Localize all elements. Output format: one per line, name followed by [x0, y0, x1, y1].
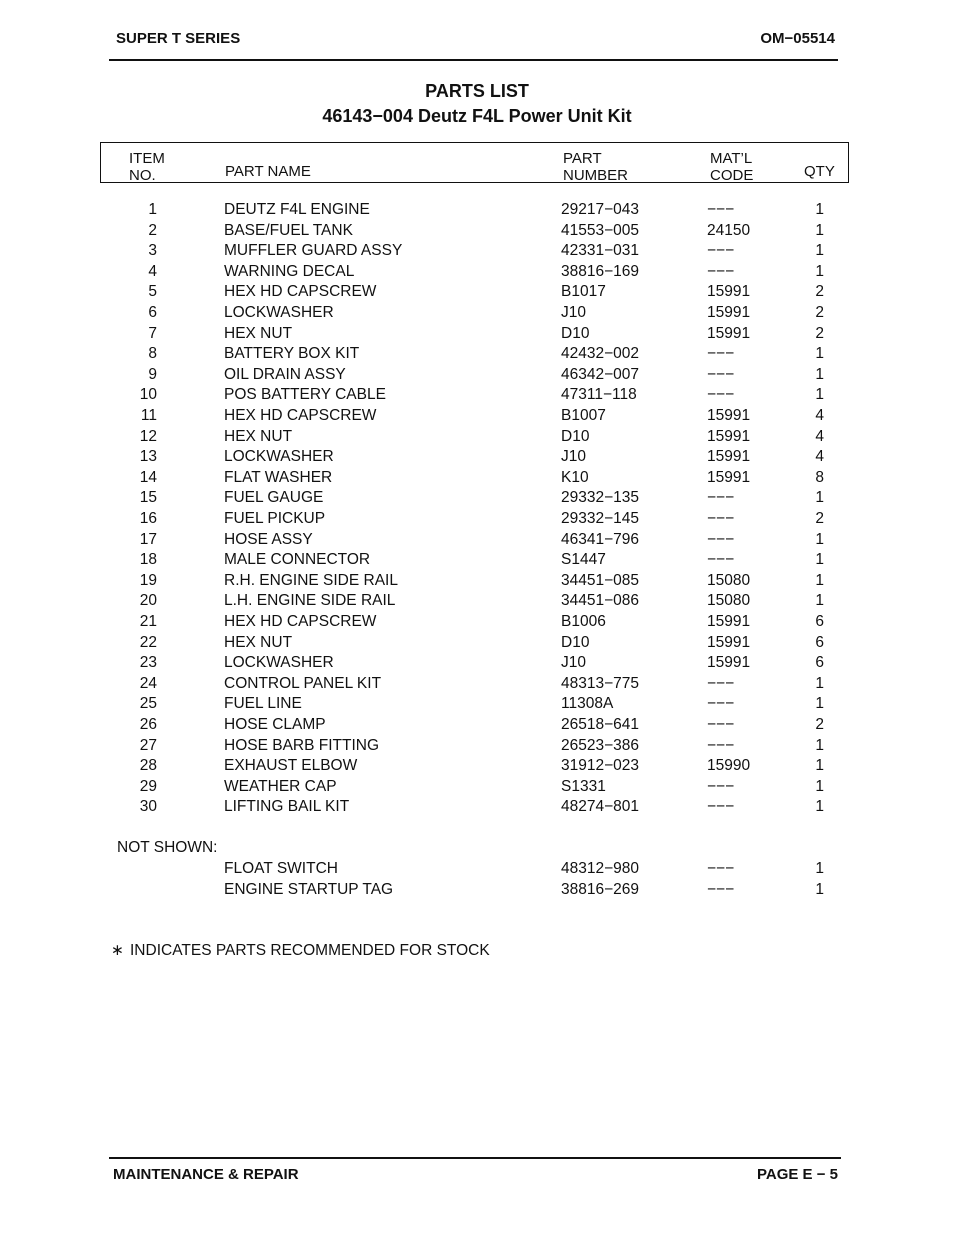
item-number: 21	[139, 613, 157, 630]
quantity: 6	[815, 633, 824, 651]
material-code: 15991	[707, 407, 751, 424]
quantity: 1	[815, 777, 824, 795]
table-row	[0, 613, 954, 633]
quantity: 1	[815, 695, 824, 713]
footer-rule	[109, 1157, 841, 1159]
material-code: 15991	[707, 468, 751, 486]
quantity: 1	[815, 592, 824, 610]
material-code: −−−	[707, 551, 735, 569]
material-code: 24150	[707, 221, 751, 239]
col-part-name: PART NAME	[225, 163, 311, 180]
part-name: LIFTING BAIL KIT	[224, 798, 350, 816]
material-code: −−−	[707, 510, 735, 527]
quantity: 4	[815, 407, 824, 424]
part-number: J10	[561, 654, 586, 672]
table-row	[0, 737, 954, 757]
table-row	[0, 448, 954, 468]
item-number: 16	[139, 510, 157, 527]
table-row	[0, 283, 954, 303]
quantity: 2	[815, 716, 824, 733]
part-number: K10	[561, 468, 589, 486]
part-name: MUFFLER GUARD ASSY	[224, 242, 403, 260]
part-name: HEX HD CAPSCREW	[224, 407, 377, 424]
part-name: R.H. ENGINE SIDE RAIL	[224, 571, 398, 589]
material-code: −−−	[707, 860, 735, 877]
item-number: 25	[139, 695, 157, 713]
quantity: 1	[815, 551, 824, 569]
quantity: 1	[815, 201, 824, 218]
asterisk-icon: ∗	[111, 942, 124, 959]
quantity: 2	[815, 283, 824, 301]
table-row	[0, 222, 954, 242]
part-name: LOCKWASHER	[224, 304, 334, 321]
part-number: 46341−796	[561, 530, 640, 548]
table-row	[0, 325, 954, 345]
col-mat-code-label-1: MAT’L	[710, 150, 753, 167]
part-name: POS BATTERY CABLE	[224, 386, 386, 404]
item-number: 4	[148, 262, 157, 280]
part-number: J10	[561, 304, 586, 321]
table-row	[0, 881, 954, 901]
part-number: 41553−005	[561, 221, 640, 239]
table-row	[0, 654, 954, 674]
quantity: 8	[815, 468, 824, 486]
material-code: 15991	[707, 427, 751, 445]
part-name: FUEL GAUGE	[224, 489, 324, 507]
part-number: 48274−801	[561, 798, 640, 816]
part-number: 29217−043	[561, 201, 640, 218]
not-shown-label: NOT SHOWN:	[117, 839, 218, 856]
part-name: HOSE CLAMP	[224, 716, 326, 733]
table-row	[0, 201, 954, 221]
item-number: 3	[148, 242, 157, 260]
table-row	[0, 304, 954, 324]
footer-section: MAINTENANCE & REPAIR	[113, 1166, 299, 1183]
material-code: −−−	[707, 242, 735, 260]
part-name: BASE/FUEL TANK	[224, 221, 353, 239]
col-item-no	[129, 150, 165, 184]
item-number: 18	[139, 551, 157, 569]
quantity: 1	[815, 798, 824, 816]
col-part-number-label-2: NUMBER	[563, 167, 629, 184]
part-name: LOCKWASHER	[224, 448, 334, 466]
quantity: 1	[815, 674, 824, 692]
table-row	[0, 778, 954, 798]
part-name: MALE CONNECTOR	[224, 551, 371, 569]
material-code: 15080	[707, 592, 751, 610]
col-part-number	[563, 150, 628, 184]
part-name: HOSE BARB FITTING	[224, 736, 380, 754]
quantity: 1	[815, 880, 824, 898]
part-number: S1447	[561, 551, 606, 569]
material-code: 15991	[707, 633, 751, 651]
material-code: 15991	[707, 283, 751, 301]
table-row	[0, 386, 954, 406]
item-number: 1	[148, 201, 157, 218]
part-name: DEUTZ F4L ENGINE	[224, 201, 370, 218]
part-name: HEX NUT	[224, 633, 293, 651]
table-row	[0, 469, 954, 489]
col-item-label-2: NO.	[129, 167, 156, 184]
table-row	[0, 860, 954, 880]
item-number: 12	[139, 427, 157, 445]
table-row	[0, 428, 954, 448]
part-number: D10	[561, 324, 590, 342]
item-number: 11	[140, 407, 157, 424]
material-code: 15991	[707, 304, 751, 321]
part-number: 46342−007	[561, 365, 640, 383]
page-title: PARTS LIST	[425, 81, 529, 101]
col-part-number-label-1: PART	[563, 150, 602, 167]
quantity: 1	[815, 489, 824, 507]
material-code: 15991	[707, 654, 751, 672]
col-item-label-1: ITEM	[129, 150, 165, 167]
part-number: 34451−085	[561, 571, 640, 589]
table-row	[0, 592, 954, 612]
col-qty: QTY	[804, 163, 835, 180]
stock-note	[111, 941, 490, 960]
part-number: 47311−118	[561, 386, 637, 404]
item-number: 6	[148, 304, 157, 321]
quantity: 1	[815, 221, 824, 239]
material-code: −−−	[707, 777, 735, 795]
part-name: FLOAT SWITCH	[224, 860, 338, 877]
part-number: 29332−135	[561, 489, 640, 507]
part-name: ENGINE STARTUP TAG	[224, 880, 394, 898]
part-number: J10	[561, 448, 586, 466]
table-row	[0, 366, 954, 386]
part-number: 38816−169	[561, 262, 640, 280]
table-row	[0, 345, 954, 365]
item-number: 14	[139, 468, 157, 486]
part-number: B1017	[561, 283, 606, 301]
quantity: 4	[815, 448, 824, 466]
part-name: FUEL PICKUP	[224, 510, 326, 527]
material-code: 15991	[707, 324, 751, 342]
part-number: 42432−002	[561, 345, 640, 363]
item-number: 19	[139, 571, 157, 589]
quantity: 6	[815, 654, 824, 672]
table-row	[0, 757, 954, 777]
quantity: 1	[815, 757, 824, 775]
table-row	[0, 634, 954, 654]
item-number: 27	[139, 736, 157, 754]
material-code: −−−	[707, 716, 735, 733]
material-code: 15080	[707, 571, 751, 589]
footer-page-number: PAGE E − 5	[756, 1166, 838, 1183]
material-code: −−−	[707, 695, 735, 713]
item-number: 9	[148, 365, 157, 383]
part-number: 34451−086	[561, 592, 640, 610]
part-number: B1007	[561, 407, 606, 424]
part-name: HEX NUT	[224, 427, 293, 445]
item-number: 24	[139, 674, 157, 692]
material-code: −−−	[707, 489, 735, 507]
part-name: FLAT WASHER	[224, 468, 333, 486]
item-number: 2	[148, 221, 157, 239]
material-code: −−−	[707, 674, 735, 692]
part-name: BATTERY BOX KIT	[224, 345, 360, 363]
table-row	[0, 551, 954, 571]
header-rule	[109, 59, 838, 61]
col-mat-code-label-2: CODE	[710, 167, 754, 184]
part-name: L.H. ENGINE SIDE RAIL	[224, 592, 396, 610]
table-row	[0, 572, 954, 592]
item-number: 22	[139, 633, 157, 651]
quantity: 1	[815, 386, 824, 404]
part-name: HEX NUT	[224, 324, 293, 342]
part-name: EXHAUST ELBOW	[224, 757, 358, 775]
part-number: 42331−031	[561, 242, 640, 260]
quantity: 6	[815, 613, 824, 630]
part-number: 48313−775	[561, 674, 640, 692]
part-number: 38816−269	[561, 880, 640, 898]
item-number: 29	[139, 777, 157, 795]
part-number: 11308A	[561, 695, 614, 713]
stock-note-text: INDICATES PARTS RECOMMENDED FOR STOCK	[130, 942, 490, 959]
material-code: −−−	[707, 530, 735, 548]
part-name: LOCKWASHER	[224, 654, 334, 672]
table-row	[0, 242, 954, 262]
part-name: FUEL LINE	[224, 695, 302, 713]
header-doc-number: OM−05514	[760, 30, 835, 47]
part-number: 26523−386	[561, 736, 640, 754]
material-code: −−−	[707, 386, 735, 404]
material-code: 15990	[707, 757, 751, 775]
table-row	[0, 716, 954, 736]
material-code: −−−	[707, 262, 735, 280]
quantity: 4	[815, 427, 824, 445]
part-name: HOSE ASSY	[224, 530, 313, 548]
material-code: −−−	[707, 736, 735, 754]
part-number: 29332−145	[561, 510, 640, 527]
table-row	[0, 798, 954, 818]
item-number: 15	[139, 489, 157, 507]
quantity: 1	[815, 345, 824, 363]
item-number: 23	[139, 654, 157, 672]
part-number: B1006	[561, 613, 606, 630]
material-code: −−−	[707, 201, 735, 218]
item-number: 26	[139, 716, 157, 733]
material-code: −−−	[707, 365, 735, 383]
quantity: 1	[815, 530, 824, 548]
table-row	[0, 263, 954, 283]
item-number: 10	[139, 386, 157, 404]
part-name: HEX HD CAPSCREW	[224, 613, 377, 630]
table-row	[0, 675, 954, 695]
part-name: CONTROL PANEL KIT	[224, 674, 382, 692]
part-number: S1331	[561, 777, 606, 795]
part-name: OIL DRAIN ASSY	[224, 365, 346, 383]
item-number: 20	[139, 592, 157, 610]
material-code: −−−	[707, 345, 735, 363]
part-name: WEATHER CAP	[224, 777, 337, 795]
quantity: 1	[815, 736, 824, 754]
table-row	[0, 695, 954, 715]
material-code: 15991	[707, 448, 751, 466]
part-number: 31912−023	[561, 757, 640, 775]
table-row	[0, 489, 954, 509]
table-row	[0, 407, 954, 427]
quantity: 2	[815, 304, 824, 321]
quantity: 1	[815, 262, 824, 280]
table-row	[0, 510, 954, 530]
quantity: 2	[815, 510, 824, 527]
material-code: 15991	[707, 613, 751, 630]
part-number: D10	[561, 427, 590, 445]
part-number: D10	[561, 633, 590, 651]
quantity: 1	[815, 242, 824, 260]
part-name: WARNING DECAL	[224, 262, 355, 280]
table-header	[100, 142, 849, 183]
table-row	[0, 531, 954, 551]
kit-title: 46143−004 Deutz F4L Power Unit Kit	[322, 106, 632, 126]
item-number: 8	[148, 345, 157, 363]
item-number: 13	[139, 448, 157, 466]
material-code: −−−	[707, 880, 735, 898]
quantity: 2	[815, 324, 824, 342]
header-series: SUPER T SERIES	[116, 30, 241, 47]
item-number: 7	[148, 324, 157, 342]
item-number: 5	[148, 283, 157, 301]
quantity: 1	[815, 860, 824, 877]
part-name: HEX HD CAPSCREW	[224, 283, 377, 301]
item-number: 17	[139, 530, 157, 548]
material-code: −−−	[707, 798, 735, 816]
col-mat-code	[710, 150, 753, 184]
item-number: 30	[139, 798, 157, 816]
part-number: 48312−980	[561, 860, 640, 877]
quantity: 1	[815, 571, 824, 589]
item-number: 28	[139, 757, 157, 775]
quantity: 1	[815, 365, 824, 383]
part-number: 26518−641	[561, 716, 640, 733]
